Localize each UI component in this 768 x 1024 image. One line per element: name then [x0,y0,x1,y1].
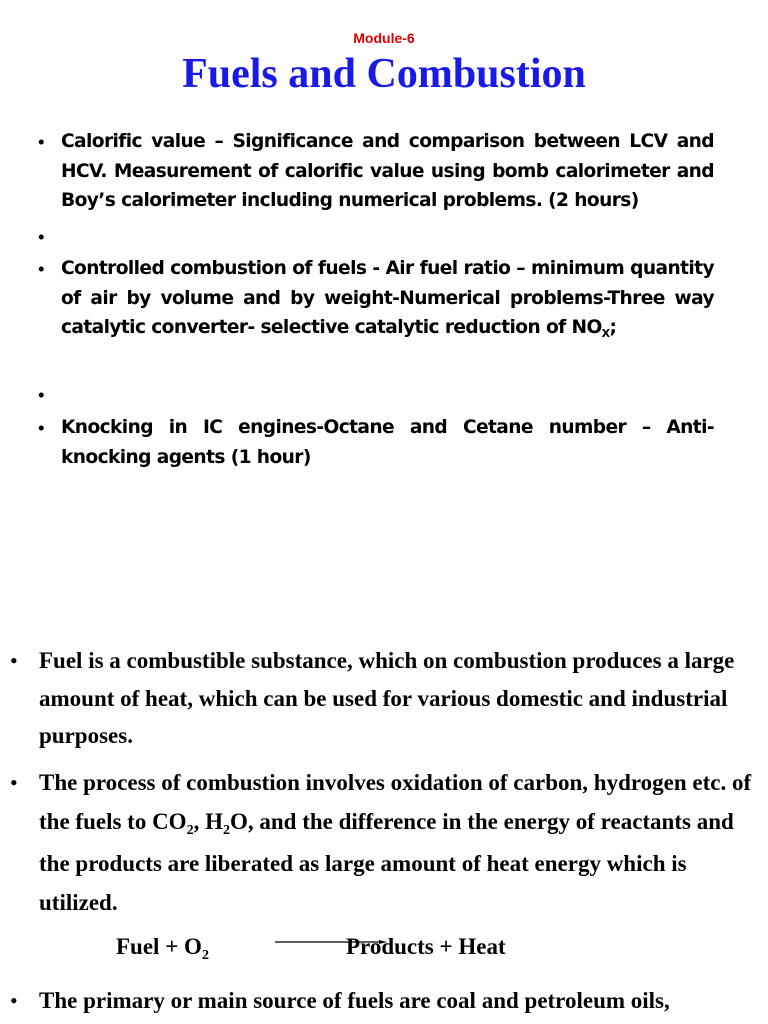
bullet-dot: • [38,258,44,279]
bullet-dot: • [38,417,44,438]
equation-products: Products + Heat [346,934,506,959]
equation-reactants: Fuel + $O_2$ [116,934,209,963]
bullet-dot: • [10,770,18,795]
bullet-dot: • [38,131,44,152]
bullet-dot: • [10,648,18,673]
module-label: Module-6 [353,30,415,46]
bullet-text: Calorific value – Significance and comparison between LCV and HCV. Measurement of calorific value using bomb calorimeter and Boy’s calorimeter including numerical problems. (2 hours) [61,131,714,211]
bullet-text: The primary or main source of fuels are coal and petroleum oils, [39,988,670,1013]
bullet-dot: • [38,384,44,405]
bullet-dot: • [38,226,44,247]
page-title: Fuels and Combustion [182,51,586,97]
bullet-text: Fuel is a combustible substance, which on combustion produces a large amount of heat, which can be used for various domestic and industrial purposes. [39,648,735,748]
bullet-text: Controlled combustion of fuels - Air fuel ratio – minimum quantity of air by volume and by weight-Numerical problems-Three way catalytic converter- selective catalytic reduction of $NO_X$; [61,258,714,340]
combustion-equation [0,930,768,970]
bullet-dot: • [10,988,18,1013]
bullet-text: Knocking in IC engines-Octane and Cetane number – Anti-knocking agents (1 hour) [61,417,714,468]
bullet-text: The process of combustion involves oxidation of carbon, hydrogen etc. of the fuels to $CO_2$, $H_2O$, and the difference in the energy of reactants and the products are liberated as large amount of heat energy which is utilized. [39,770,752,915]
